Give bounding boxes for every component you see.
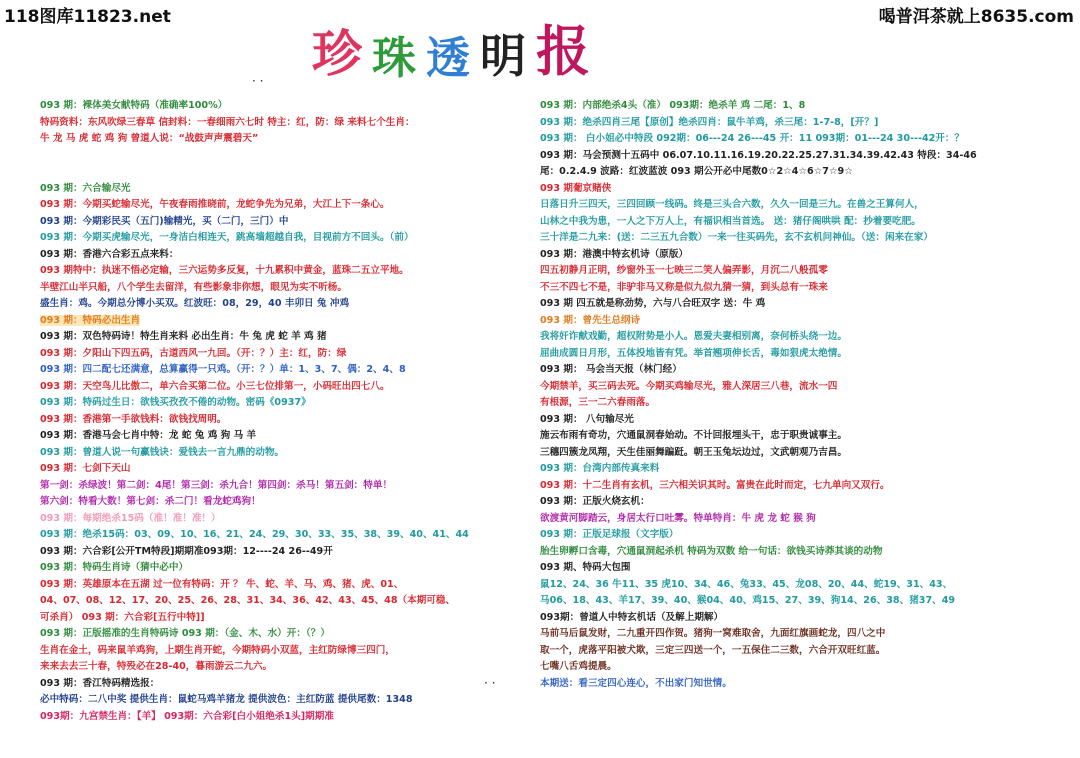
- left-line-5: 093 期：六合输尽光: [40, 182, 131, 194]
- right-line-26: 093 期：正版足球报（文字版）: [540, 529, 679, 540]
- left-line-11: 半壁江山半只船，八个学生去留洋，有些影象非你想，眼见为实不听杨。: [40, 281, 347, 293]
- left-line-17: 093 期：天空鸟儿比傲二，单六合买第二位。小三七位排第一，小码旺出四七八。: [40, 380, 390, 392]
- left-line-30: 04、07、08、12、17、20、25、26、28、31、34、36、42、43、45、48（本期可稳、: [40, 595, 456, 606]
- right-line-0: 093 期：内部绝杀4头（准） 093期：绝杀羊 鸡 二尾：1、8: [540, 100, 806, 111]
- left-line-28: 093 期：特码生肖诗（猜中必中）: [40, 562, 189, 573]
- right-line-9: 093 期：港澳中特玄机诗（原版）: [540, 248, 689, 260]
- right-line-12: 093 期 四五就是称劲势，六与八合旺双字 送：牛 鸡: [540, 298, 766, 309]
- title-char-2: 珠: [372, 33, 416, 84]
- right-line-6: 日落日升三四天，三四回顾一线码。终是三头合六数，久久一回是三九。在兽之王算何人，: [540, 199, 924, 210]
- left-column: [40, 98, 515, 725]
- left-line-4: [40, 164, 515, 181]
- right-line-13: 093 期：曾先生总纲诗: [540, 314, 641, 326]
- left-line-22: 093 期：七剑下天山: [40, 463, 131, 474]
- left-line-34: 来来去去三十春，特殁必在28-40，暮雨游云二九六。: [40, 661, 273, 672]
- right-line-7: 山林之中我为患，一人之下万人上，有福识相当首选。 送：猪仔阁哄哄 配：抄着要吃肥。: [540, 215, 921, 227]
- left-line-0: 093 期：裸体美女献特码（准确率100%）: [40, 100, 228, 111]
- left-line-18: 093 期：特码过生日：欲钱买孜孜不倦的动物。密码《0937》: [40, 397, 311, 408]
- right-line-16: 093 期： 马会当天报（林门经）: [540, 364, 682, 375]
- right-column: [540, 98, 1040, 692]
- left-line-7: 093 期：今期彩民买（五门)输精光，买（二门，三门）中: [40, 215, 289, 227]
- site-watermark-right: 喝普洱茶就上8635.com: [878, 7, 1074, 27]
- left-line-24: 第六剑：特看大数！第七剑：杀二门！看龙蛇鸡狗！: [40, 496, 261, 507]
- right-line-11: 不三不四七不是，非驴非马又称是似九似九猜一猜，到头总有一珠来: [540, 281, 828, 293]
- left-line-14: 093 期：双色特码诗！特生肖来料 必出生肖：牛 兔 虎 蛇 羊 鸡 猪: [40, 331, 327, 342]
- right-line-5: 093 期葡京赌侠: [540, 182, 612, 194]
- left-line-12: 盛生肖：鸡。今期总分博小买双。红波旺：08，29，40 丰卯日 兔 冲鸡: [40, 298, 350, 309]
- left-line-3: [40, 148, 515, 165]
- left-line-1: 特码资料：东风吹绿三春草 信封料：一春细雨六七时 特主：红，防：绿 来料七个生肖：: [40, 116, 415, 128]
- left-line-23: 第一剑：杀绿波！第二剑：4尾！第三剑：杀九合！第四剑：杀马！第五剑：特单！: [40, 479, 393, 491]
- right-line-35: 本期送：看三定四心连心，不出家门知世情。: [540, 677, 732, 689]
- right-line-2: 093 期： 白小姐必中特段 092期：06---24 26---45 开：11 093期：01---24 30---42开：？: [540, 133, 965, 144]
- right-line-23: 093 期：十二生肖有玄机，三六相关识其时。富贵在此时而定，七九单向又双行。: [540, 479, 890, 491]
- right-line-31: 093期：曾道人中特玄机话（及解上期解）: [540, 611, 724, 623]
- right-line-33: 取一个，虎落平阳被犬欺，三定三四送一个，一五保住二三数，六合开双旺红蓝。: [540, 644, 886, 656]
- left-line-19: 093 期：香港第一手欲钱料：欲钱找周明。: [40, 413, 227, 425]
- right-line-22: 093 期：台湾内部传真来料: [540, 463, 660, 474]
- speck-mark: · ·: [484, 676, 496, 690]
- left-line-13: 093 期：特码必出生肖: [40, 314, 141, 326]
- left-line-35: 093 期：香江特码精选报：: [40, 677, 160, 689]
- left-line-31: 可杀肖） 093 期：六合彩[五行中特]]: [40, 611, 205, 623]
- left-line-2: 牛 龙 马 虎 蛇 鸡 狗 曾道人说：“战鼓声声震碧天”: [40, 133, 259, 144]
- left-line-33: 生肖在金土，码来鼠羊鸡狗，上期生肖开蛇，今期特码小双蓝，主红防绿博三四门，: [40, 644, 395, 656]
- left-line-36: 必中特码：二八中奖 提供生肖：鼠蛇马鸡羊猪龙 提供波色：主红防蓝 提供尾数：1348: [40, 694, 413, 705]
- left-line-25: 093 期：每期绝杀15码（准！准！准！）: [40, 512, 221, 524]
- page-title: [312, 19, 590, 86]
- title-char-4: 明: [480, 29, 526, 83]
- right-line-34: 七嘴八舌鸡提晨。: [540, 661, 617, 672]
- speck-mark: · ·: [252, 74, 264, 88]
- right-line-25: 欲渡黄河脚踏云，身居太行口吐雾。特单特肖：牛 虎 龙 蛇 猴 狗: [540, 512, 816, 524]
- right-line-19: 093 期： 八句输尽光: [540, 413, 634, 425]
- title-char-3: 透: [426, 33, 470, 84]
- right-line-29: 鼠12、24、36 牛11、35 虎10、34、46、兔33、45、龙08、20、44、蛇19、31、43、: [540, 578, 953, 590]
- left-line-10: 093 期特中：执迷不悟必定输，三六运势多反复，十九累积中黄金，蓝珠二五立平地。: [40, 265, 409, 276]
- right-line-1: 093 期：绝杀四肖三尾【原创】绝杀四肖：鼠牛羊鸡，杀三尾：1-7-8，[开？]: [540, 116, 879, 128]
- title-char-5: 报: [536, 19, 590, 83]
- right-line-17: 今期禁羊，买三码去死。今期买鸡输尽光，雅人深居三八巷，流水一四: [540, 380, 838, 392]
- left-line-26: 093 期：绝杀15码：03、09、10、16、21、24、29、30、33、35、38、39、40、41、44: [40, 529, 469, 540]
- right-line-30: 马06、18、43、羊17、39、40、猴04、40、鸡15、27、39、狗14、26、38、猪37、49: [540, 595, 956, 606]
- right-line-4: 尾：0.2.4.9 波路：红波蓝波 093 期公开必中尾数0☆2☆4☆6☆7☆9☆: [540, 166, 853, 177]
- right-line-24: 093 期：正版火烧玄机：: [540, 496, 650, 507]
- right-line-18: 有根源，三一二六春雨落。: [540, 397, 656, 408]
- left-line-37: 093期：九宫禁生肖：【羊】 093期：六合彩[白小姐绝杀1头]期期准: [40, 710, 334, 722]
- title-char-1: 珍: [312, 24, 362, 83]
- left-line-27: 093 期：六合彩[公开TM特段]期期准093期：12----24 26--49开: [40, 545, 333, 557]
- right-line-3: 093 期：马会预测十五码中 06.07.10.11.16.19.20.22.25.27.31.34.39.42.43 特段：34-46: [540, 149, 977, 161]
- site-watermark-left: 118图库11823.net: [4, 7, 171, 27]
- left-line-9: 093 期：香港六合彩五点来料：: [40, 248, 179, 260]
- right-line-8: 三十洋是二九来：(送：二三五九合数）一来一往买码先，玄不玄机问神仙。（送：闲来在家）: [540, 232, 933, 243]
- right-line-21: 三穗四簇龙凤翔，天生佳丽舞蹁跹。朝王玉兔坛边过，文武朝观乃吉昌。: [540, 446, 847, 458]
- right-line-14: 我将奸诈献戏勤，超权附势是小人。恩爱夫妻相别离，奈何桥头绕一边。: [540, 331, 847, 342]
- left-line-21: 093 期：曾道人说一句赢钱诀：爱钱去一言九鼎的动物。: [40, 446, 285, 458]
- left-line-16: 093 期：四二配七还满意，总算赢得一只鸡。（开：？）单：1、3、7、偶：2、4、8: [40, 364, 406, 375]
- right-line-28: 093 期、特码大包围: [540, 562, 631, 573]
- right-line-32: 马前马后鼠发财，二九重开四作贺。猪狗一窝难取舍，九面红旗画蛇龙，四八之中: [540, 628, 886, 639]
- left-line-15: 093 期：夕阳山下四五码，古道西风一九回。（开：？）主：红，防：绿: [40, 347, 347, 359]
- right-line-27: 胎生卵孵口含毒，穴通鼠洞起杀机 特码为双数 给一句话：欲钱买诗莽其谈的动物: [540, 545, 883, 557]
- right-line-15: 屈曲成圆日月形，五体投地皆有凭。举首翘项伸长舌，毒如狠虎太绝情。: [540, 347, 847, 359]
- right-line-10: 四五初静月正明，纱窗外玉一七映三二笑人偏弄影，月沉二八般孤零: [540, 265, 828, 276]
- left-line-20: 093 期：香港马会七肖中特：龙 蛇 兔 鸡 狗 马 羊: [40, 430, 257, 441]
- left-line-6: 093 期：今期买蛇输尽光，午夜春雨推晓前，龙蛇争先为兄弟，大江上下一条心。: [40, 199, 390, 210]
- left-line-29: 093 期：英雄原本在五湖 过一位有特码：开 ？ 牛、蛇、羊、马、鸡、猪、虎、01、: [40, 578, 404, 590]
- left-line-32: 093 期：正版摇准的生肖特码诗 093 期：（金、木、水）开：（？）: [40, 628, 330, 639]
- left-line-8: 093 期：今期买虎输尽光，一身洁白相连天，跳高墙超越自我，目视前方不回头。（前）: [40, 232, 414, 243]
- right-line-20: 施云布雨有奇功，穴通鼠洞春始动。不计回报埋头干，忠于职贵诚事主。: [540, 430, 847, 441]
